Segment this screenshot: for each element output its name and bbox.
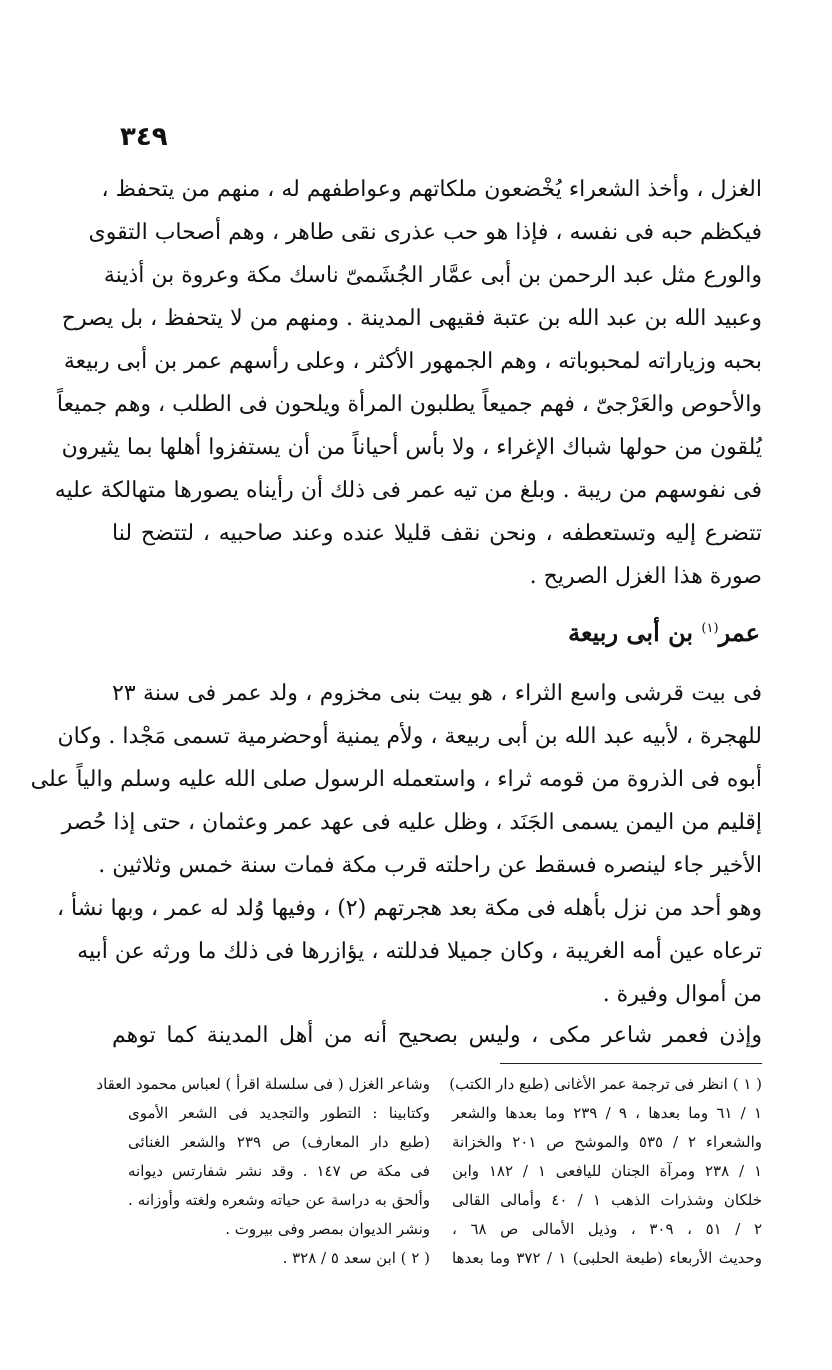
text-line: للهجرة ، لأبيه عبد الله بن أبى ربيعة ، ولأم يمنية أوحضرمية تسمى مَجْدا . وكان — [57, 724, 762, 749]
text-line: ترعاه عين أمه الغريبة ، وكان جميلا فدللته ، يؤازرها فى ذلك ما ورثه عن أبيه — [77, 939, 762, 964]
text-line: تتضرع إليه وتستعطفه ، ونحن نقف قليلا عنده وعند صاحبيه ، لتتضح لنا — [112, 521, 762, 546]
footnotes-column-right — [449, 1070, 763, 1273]
text-line: فيكظم حبه فى نفسه ، فإذا هو حب عذرى نقى طاهر ، وهم أصحاب التقوى — [88, 220, 762, 245]
paragraph-2 — [30, 672, 762, 1016]
text-line: الغزل ، وأخذ الشعراء يُخْضعون ملكاتهم وعواطفهم له ، منهم من يتحفظ ، — [101, 177, 762, 202]
footnote-line: وكتابينا : التطور والتجديد فى الشعر الأموى — [128, 1104, 430, 1122]
footnote-line: خلكان وشذرات الذهب ١ / ٤٠ وأمالى القالى — [452, 1191, 762, 1209]
footnote-line: ١ / ٢٣٨ ومرآة الجنان لليافعى ١ / ١٨٢ وابن — [452, 1162, 763, 1180]
footnote-line: (طبع دار المعارف) ص ٢٣٩ والشعر الغنائى — [128, 1133, 430, 1151]
footnote-divider — [500, 1063, 762, 1064]
paragraph-1 — [54, 168, 762, 598]
text-line: فى نفوسهم من ريبة . وبلغ من تيه عمر فى ذلك أن رأيناه يصورها متهالكة عليه — [54, 478, 762, 503]
footnote-line: وحديث الأربعاء (طبعة الحلبى) ١ / ٣٧٢ وما بعدها — [452, 1249, 763, 1267]
text-line: أبوه فى الذروة من قومه ثراء ، واستعمله الرسول صلى الله عليه وسلم والياً على — [30, 767, 762, 792]
footnote-line: وألحق به دراسة عن حياته وشعره ولغته وأوزانه . — [128, 1191, 430, 1209]
text-line: وهو أحد من نزل بأهله فى مكة بعد هجرتهم (٢) ، وفيها وُلد له عمر ، وبها نشأ ، — [56, 896, 762, 921]
footnote-line: وشاعر الغزل ( فى سلسلة اقرأ ) لعباس محمود العقاد — [96, 1075, 430, 1093]
heading-rest: بن أبى ربيعة — [568, 618, 694, 647]
text-line: بحبه وزياراته لمحبوباته ، وهم الجمهور الأكثر ، وعلى رأسهم عمر بن أبى ربيعة — [63, 349, 762, 374]
footnote-ref-1: (١) — [701, 621, 719, 636]
text-line: إقليم من اليمن يسمى الجَنَد ، وظل عليه فى عهد عمر وعثمان ، حتى إذا حُصر — [61, 810, 762, 835]
text-line: الأخير جاء لينصره فسقط عن راحلته قرب مكة فمات سنة خمس وثلاثين . — [98, 853, 762, 878]
text-line: صورة هذا الغزل الصريح . — [529, 564, 762, 589]
footnote-line: ونشر الديوان بمصر وفى بيروت . — [225, 1220, 430, 1238]
text-line: وعبيد الله بن عبد الله بن عتبة فقيهى المدينة . ومنهم من لا يتحفظ ، بل يصرح — [61, 306, 762, 331]
heading-name: عمر — [718, 618, 760, 647]
footnotes-column-left — [96, 1070, 430, 1273]
text-line: يُلقون من حولها شباك الإغراء ، ولا بأس أحياناً من أن يستفزوا أهلها بما يثيرون — [61, 435, 762, 460]
footnote-line: ١ / ٦١ وما بعدها ، ٩ / ٢٣٩ وما بعدها والشعر — [452, 1104, 763, 1122]
text-line: وإذن فعمر شاعر مكى ، وليس بصحيح أنه من أهل المدينة كما توهم — [112, 1023, 762, 1048]
footnote-line: ٢ / ٥١ ، ٣٠٩ ، وذيل الأمالى ص ٦٨ ، — [452, 1220, 762, 1238]
section-heading — [568, 618, 760, 647]
text-line: من أموال وفيرة . — [602, 982, 762, 1007]
footnote-line: فى مكة ص ١٤٧ . وقد نشر شفارتس ديوانه — [128, 1162, 430, 1180]
text-line: والورع مثل عبد الرحمن بن أبى عمَّار الجُشَمىّ ناسك مكة وعروة بن أذينة — [103, 263, 762, 288]
footnote-line: ( ١ ) انظر فى ترجمة عمر الأغانى (طبع دار الكتب) — [449, 1075, 762, 1093]
footnote-line: ( ٢ ) ابن سعد ٥ / ٣٢٨ . — [282, 1249, 430, 1267]
paragraph-3 — [112, 1014, 762, 1057]
text-line: والأحوص والعَرْجىّ ، فهم جميعاً يطلبون المرأة ويلحون فى الطلب ، وهم جميعاً — [56, 392, 762, 417]
footnote-line: والشعراء ٢ / ٥٣٥ والموشح ص ٢٠١ والخزانة — [452, 1133, 762, 1151]
text-line: فى بيت قرشى واسع الثراء ، هو بيت بنى مخزوم ، ولد عمر فى سنة ٢٣ — [112, 681, 762, 706]
page-number: ٣٤٩ — [120, 122, 168, 152]
